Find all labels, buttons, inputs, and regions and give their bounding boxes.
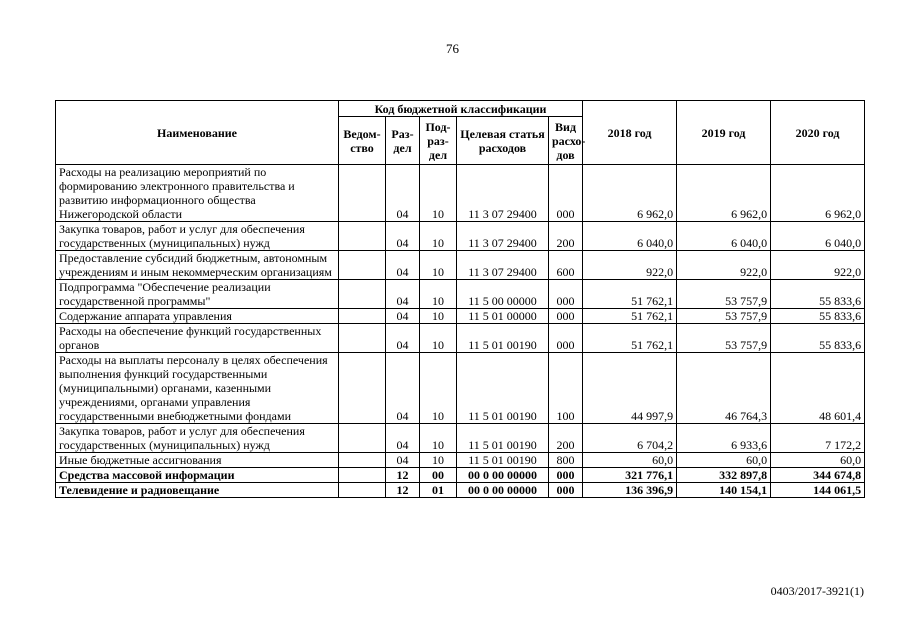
row-razdel: 04 bbox=[386, 353, 420, 424]
row-name: Средства массовой информации bbox=[56, 468, 339, 483]
row-value-2019: 53 757,9 bbox=[677, 324, 771, 353]
row-razdel: 12 bbox=[386, 468, 420, 483]
budget-table bbox=[55, 100, 865, 498]
row-value-2018: 922,0 bbox=[583, 251, 677, 280]
header-target-article: Целевая статья расходов bbox=[457, 117, 549, 165]
row-value-2020: 144 061,5 bbox=[771, 483, 865, 498]
document-id: 0403/2017-3921(1) bbox=[770, 584, 864, 598]
row-value-2020: 55 833,6 bbox=[771, 309, 865, 324]
row-podrazdel: 00 bbox=[420, 468, 457, 483]
row-value-2019: 332 897,8 bbox=[677, 468, 771, 483]
table-row bbox=[56, 453, 865, 468]
row-value-2018: 51 762,1 bbox=[583, 309, 677, 324]
row-razdel: 04 bbox=[386, 309, 420, 324]
row-vedomstvo bbox=[339, 424, 386, 453]
row-name: Расходы на обеспечение функций государственных органов bbox=[56, 324, 339, 353]
row-vedomstvo bbox=[339, 324, 386, 353]
row-value-2019: 922,0 bbox=[677, 251, 771, 280]
row-value-2018: 136 396,9 bbox=[583, 483, 677, 498]
row-value-2020: 6 962,0 bbox=[771, 165, 865, 222]
row-podrazdel: 10 bbox=[420, 453, 457, 468]
row-name: Расходы на выплаты персоналу в целях обеспечения выполнения функций государственными (муниципальными) органами, казенными учреждениями, органами управления государственными внебюджетными фондами bbox=[56, 353, 339, 424]
row-podrazdel: 01 bbox=[420, 483, 457, 498]
header-2019: 2019 год bbox=[677, 101, 771, 165]
row-name: Подпрограмма "Обеспечение реализации государственной программы" bbox=[56, 280, 339, 309]
row-expense-type: 100 bbox=[549, 353, 583, 424]
row-vedomstvo bbox=[339, 453, 386, 468]
row-value-2018: 60,0 bbox=[583, 453, 677, 468]
row-razdel: 04 bbox=[386, 324, 420, 353]
header-2020: 2020 год bbox=[771, 101, 865, 165]
table-row bbox=[56, 280, 865, 309]
row-podrazdel: 10 bbox=[420, 222, 457, 251]
row-name: Телевидение и радиовещание bbox=[56, 483, 339, 498]
page-number: 76 bbox=[446, 41, 459, 56]
row-razdel: 04 bbox=[386, 453, 420, 468]
row-value-2018: 6 962,0 bbox=[583, 165, 677, 222]
row-razdel: 04 bbox=[386, 222, 420, 251]
row-podrazdel: 10 bbox=[420, 280, 457, 309]
row-value-2018: 6 040,0 bbox=[583, 222, 677, 251]
row-value-2018: 6 704,2 bbox=[583, 424, 677, 453]
row-razdel: 04 bbox=[386, 251, 420, 280]
row-expense-type: 200 bbox=[549, 222, 583, 251]
row-vedomstvo bbox=[339, 251, 386, 280]
row-name: Закупка товаров, работ и услуг для обеспечения государственных (муниципальных) нужд bbox=[56, 222, 339, 251]
row-expense-type: 000 bbox=[549, 165, 583, 222]
row-vedomstvo bbox=[339, 309, 386, 324]
row-razdel: 04 bbox=[386, 424, 420, 453]
row-podrazdel: 10 bbox=[420, 165, 457, 222]
row-expense-type: 600 bbox=[549, 251, 583, 280]
row-target-article: 00 0 00 00000 bbox=[457, 468, 549, 483]
row-vedomstvo bbox=[339, 280, 386, 309]
row-razdel: 04 bbox=[386, 280, 420, 309]
table-row bbox=[56, 353, 865, 424]
row-value-2019: 46 764,3 bbox=[677, 353, 771, 424]
row-target-article: 11 3 07 29400 bbox=[457, 251, 549, 280]
row-value-2020: 60,0 bbox=[771, 453, 865, 468]
row-podrazdel: 10 bbox=[420, 424, 457, 453]
header-razdel: Раз-дел bbox=[386, 117, 420, 165]
row-value-2020: 55 833,6 bbox=[771, 324, 865, 353]
row-target-article: 11 5 01 00190 bbox=[457, 353, 549, 424]
header-vedomstvo: Ведом-ство bbox=[339, 117, 386, 165]
row-value-2020: 55 833,6 bbox=[771, 280, 865, 309]
row-expense-type: 800 bbox=[549, 453, 583, 468]
row-value-2018: 51 762,1 bbox=[583, 324, 677, 353]
table-row bbox=[56, 222, 865, 251]
row-expense-type: 000 bbox=[549, 483, 583, 498]
row-value-2019: 60,0 bbox=[677, 453, 771, 468]
row-target-article: 11 5 01 00190 bbox=[457, 324, 549, 353]
header-podrazdel: Под-раз-дел bbox=[420, 117, 457, 165]
row-name: Содержание аппарата управления bbox=[56, 309, 339, 324]
header-classification-code: Код бюджетной классификации bbox=[339, 101, 583, 117]
row-target-article: 11 3 07 29400 bbox=[457, 222, 549, 251]
table-row bbox=[56, 324, 865, 353]
row-podrazdel: 10 bbox=[420, 309, 457, 324]
row-vedomstvo bbox=[339, 222, 386, 251]
table-row bbox=[56, 165, 865, 222]
row-value-2018: 44 997,9 bbox=[583, 353, 677, 424]
table-row bbox=[56, 483, 865, 498]
table-row bbox=[56, 251, 865, 280]
row-name: Предоставление субсидий бюджетным, автономным учреждениям и иным некоммерческим организациям bbox=[56, 251, 339, 280]
row-vedomstvo bbox=[339, 353, 386, 424]
row-expense-type: 200 bbox=[549, 424, 583, 453]
row-value-2019: 6 040,0 bbox=[677, 222, 771, 251]
row-value-2020: 922,0 bbox=[771, 251, 865, 280]
row-razdel: 04 bbox=[386, 165, 420, 222]
row-expense-type: 000 bbox=[549, 468, 583, 483]
row-target-article: 11 5 00 00000 bbox=[457, 280, 549, 309]
row-podrazdel: 10 bbox=[420, 251, 457, 280]
row-value-2020: 7 172,2 bbox=[771, 424, 865, 453]
table-row bbox=[56, 424, 865, 453]
row-podrazdel: 10 bbox=[420, 324, 457, 353]
row-vedomstvo bbox=[339, 165, 386, 222]
row-target-article: 11 5 01 00000 bbox=[457, 309, 549, 324]
row-value-2018: 321 776,1 bbox=[583, 468, 677, 483]
row-vedomstvo bbox=[339, 483, 386, 498]
row-value-2019: 53 757,9 bbox=[677, 280, 771, 309]
table-row bbox=[56, 309, 865, 324]
row-value-2019: 140 154,1 bbox=[677, 483, 771, 498]
row-expense-type: 000 bbox=[549, 280, 583, 309]
row-target-article: 11 5 01 00190 bbox=[457, 453, 549, 468]
row-value-2020: 6 040,0 bbox=[771, 222, 865, 251]
row-name: Расходы на реализацию мероприятий по формированию электронного правительства и развитию информационного общества Нижегородской области bbox=[56, 165, 339, 222]
row-target-article: 00 0 00 00000 bbox=[457, 483, 549, 498]
header-expense-type: Вид расхо-дов bbox=[549, 117, 583, 165]
row-razdel: 12 bbox=[386, 483, 420, 498]
row-value-2020: 344 674,8 bbox=[771, 468, 865, 483]
row-expense-type: 000 bbox=[549, 324, 583, 353]
row-target-article: 11 3 07 29400 bbox=[457, 165, 549, 222]
row-expense-type: 000 bbox=[549, 309, 583, 324]
row-vedomstvo bbox=[339, 468, 386, 483]
row-target-article: 11 5 01 00190 bbox=[457, 424, 549, 453]
row-value-2018: 51 762,1 bbox=[583, 280, 677, 309]
row-value-2019: 6 933,6 bbox=[677, 424, 771, 453]
row-value-2019: 53 757,9 bbox=[677, 309, 771, 324]
row-value-2019: 6 962,0 bbox=[677, 165, 771, 222]
header-2018: 2018 год bbox=[583, 101, 677, 165]
row-podrazdel: 10 bbox=[420, 353, 457, 424]
row-name: Иные бюджетные ассигнования bbox=[56, 453, 339, 468]
row-name: Закупка товаров, работ и услуг для обеспечения государственных (муниципальных) нужд bbox=[56, 424, 339, 453]
row-value-2020: 48 601,4 bbox=[771, 353, 865, 424]
header-name: Наименование bbox=[56, 101, 339, 165]
table-row bbox=[56, 468, 865, 483]
